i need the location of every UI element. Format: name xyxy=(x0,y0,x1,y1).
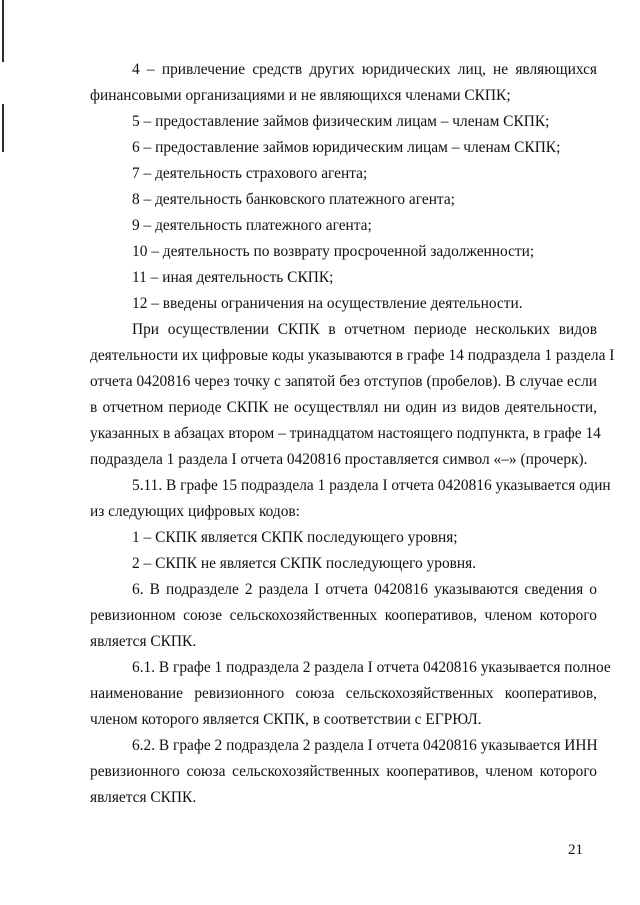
text-line-11: При осуществлении СКПК в отчетном периоде нескольких видов xyxy=(132,321,597,338)
text-line-29: является СКПК. xyxy=(90,789,197,806)
text-line-20: 2 – СКПК не является СКПК последующего уровня. xyxy=(132,555,477,572)
text-line-27: 6.2. В графе 2 подраздела 2 раздела I отчета 0420816 указывается ИНН xyxy=(132,737,598,754)
text-line-15: указанных в абзацах втором – тринадцатом настоящего подпункта, в графе 14 xyxy=(90,425,601,442)
text-line-18: из следующих цифровых кодов: xyxy=(90,503,300,520)
text-line-5: 7 – деятельность страхового агента; xyxy=(132,165,368,182)
text-line-19: 1 – СКПК является СКПК последующего уровня; xyxy=(132,529,458,546)
text-line-10: 12 – введены ограничения на осуществление деятельности. xyxy=(132,295,523,312)
text-line-17: 5.11. В графе 15 подраздела 1 раздела I отчета 0420816 указывается один xyxy=(132,477,611,494)
text-line-2: финансовыми организациями и не являющихся членами СКПК; xyxy=(90,87,511,104)
text-line-3: 5 – предоставление займов физическим лицам – членам СКПК; xyxy=(132,113,550,130)
text-line-6: 8 – деятельность банковского платежного агента; xyxy=(132,191,455,208)
text-line-24: 6.1. В графе 1 подраздела 2 раздела I отчета 0420816 указывается полное xyxy=(132,659,611,676)
text-line-4: 6 – предоставление займов юридическим лицам – членам СКПК; xyxy=(132,139,561,156)
text-line-9: 11 – иная деятельность СКПК; xyxy=(132,269,334,286)
text-line-16: подраздела 1 раздела I отчета 0420816 проставляется символ «–» (прочерк). xyxy=(90,451,588,468)
text-line-28: ревизионного союза сельскохозяйственных кооперативов, членом которого xyxy=(90,763,597,780)
document-page xyxy=(90,57,615,811)
text-line-23: является СКПК. xyxy=(90,633,197,650)
text-line-1: 4 – привлечение средств других юридических лиц, не являющихся xyxy=(132,61,597,78)
text-line-8: 10 – деятельность по возврату просроченной задолженности; xyxy=(132,243,535,260)
text-line-26: членом которого является СКПК, в соответствии с ЕГРЮЛ. xyxy=(90,711,482,728)
text-line-7: 9 – деятельность платежного агента; xyxy=(132,217,372,234)
page-number: 21 xyxy=(568,842,583,858)
scan-edge-mark-middle xyxy=(2,104,4,152)
scan-edge-mark-top xyxy=(2,0,4,62)
text-line-25: наименование ревизионного союза сельскохозяйственных кооперативов, xyxy=(90,685,597,702)
text-line-14: в отчетном периоде СКПК не осуществлял ни один из видов деятельности, xyxy=(90,399,597,416)
text-line-13: отчета 0420816 через точку с запятой без отступов (пробелов). В случае если xyxy=(90,373,597,390)
text-line-12: деятельности их цифровые коды указываются в графе 14 подраздела 1 раздела I xyxy=(90,347,615,364)
text-line-22: ревизионном союзе сельскохозяйственных кооперативов, членом которого xyxy=(90,607,597,624)
text-line-21: 6. В подразделе 2 раздела I отчета 0420816 указываются сведения о xyxy=(132,581,597,598)
